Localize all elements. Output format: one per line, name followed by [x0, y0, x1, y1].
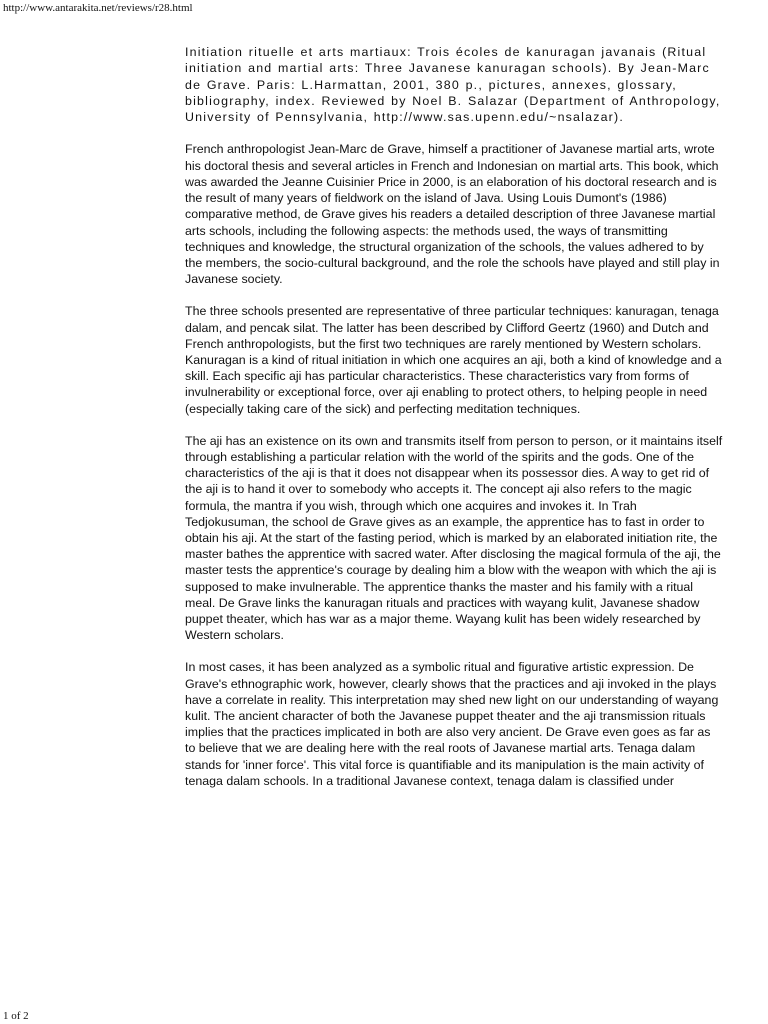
review-heading: Initiation rituelle et arts martiaux: Trois écoles de kanuragan javanais (Ritual initiation and martial arts: Three Javanese kanuragan schools). By Jean-Marc de Grave. Paris: L.Harmattan, 2001, 380 p., pictures, annexes, glossary, bibliography, index. Reviewed by Noel B. Salazar (Department of Anthropology, University of Pennsylvania, http://www.sas.upenn.edu/~nsalazar). [185, 45, 721, 125]
review-paragraph: In most cases, it has been analyzed as a symbolic ritual and figurative artistic expression. De Grave's ethnographic work, however, clearly shows that the practices and aji invoked in the plays have a correlate in reality. This interpretation may shed new light on our understanding of wayang kulit. The ancient character of both the Javanese puppet theater and the aji transmission rituals implies that the practices implicated in both are also very ancient. De Grave even goes as far as to believe that we are dealing here with the real roots of Javanese martial arts. Tenaga dalam stands for 'inner force'. This vital force is quantifiable and its manipulation is the main activity of tenaga dalam schools. In a traditional Javanese context, tenaga dalam is classified under [185, 660, 719, 788]
review-paragraph: The three schools presented are representative of three particular techniques: kanuragan, tenaga dalam, and pencak silat. The latter has been described by Clifford Geertz (1960) and Dutch and French anthropologists, but the first two techniques are rarely mentioned by Western scholars. Kanuragan is a kind of ritual initiation in which one acquires an aji, both a kind of knowledge and a skill. Each specific aji has particular characteristics. These characteristics vary from forms of invulnerability or exceptional force, over aji enabling to protect others, to helping people in need (especially taking care of the sick) and perfecting meditation techniques. [185, 304, 722, 416]
review-paragraph: French anthropologist Jean-Marc de Grave, himself a practitioner of Javanese martial arts, wrote his doctoral thesis and several articles in French and Indonesian on martial arts. This book, which was awarded the Jeanne Cuisinier Price in 2000, is an elaboration of his doctoral research and is the result of many years of fieldwork on the island of Java. Using Louis Dumont's (1986) comparative method, de Grave gives his readers a detailed description of three Javanese martial arts schools, including the following aspects: the methods used, the ways of transmitting techniques and knowledge, the structural organization of the schools, the values adhered to by the members, the socio-cultural background, and the role the schools have played and still play in Javanese society. [185, 142, 720, 287]
print-header-url: http://www.antarakita.net/reviews/r28.html [3, 2, 193, 14]
review-paragraph: The aji has an existence on its own and transmits itself from person to person, or it maintains itself through establishing a particular relation with the world of the spirits and the gods. One of the characteristics of the aji is that it does not disappear when its possessor dies. A way to get rid of the aji is to hand it over to somebody who accepts it. The concept aji also refers to the magic formula, the mantra if you wish, through which one acquires and invokes it. In Trah Tedjokusuman, the school de Grave gives as an example, the apprentice has to fast in order to obtain his aji. At the start of the fasting period, which is marked by an elaborated initiation rite, the master bathes the apprentice with sacred water. After disclosing the magical formula of the aji, the master tests the apprentice's courage by dealing him a blow with the weapon with which the aji is supposed to make invulnerable. The apprentice thanks the master and his family with a ritual meal. De Grave links the kanuragan rituals and practices with wayang kulit, Javanese shadow puppet theater, which has war as a major theme. Wayang kulit has been widely researched by Western scholars. [185, 433, 723, 643]
review-article [185, 44, 723, 805]
print-footer-page-count: 1 of 2 [3, 1010, 29, 1022]
